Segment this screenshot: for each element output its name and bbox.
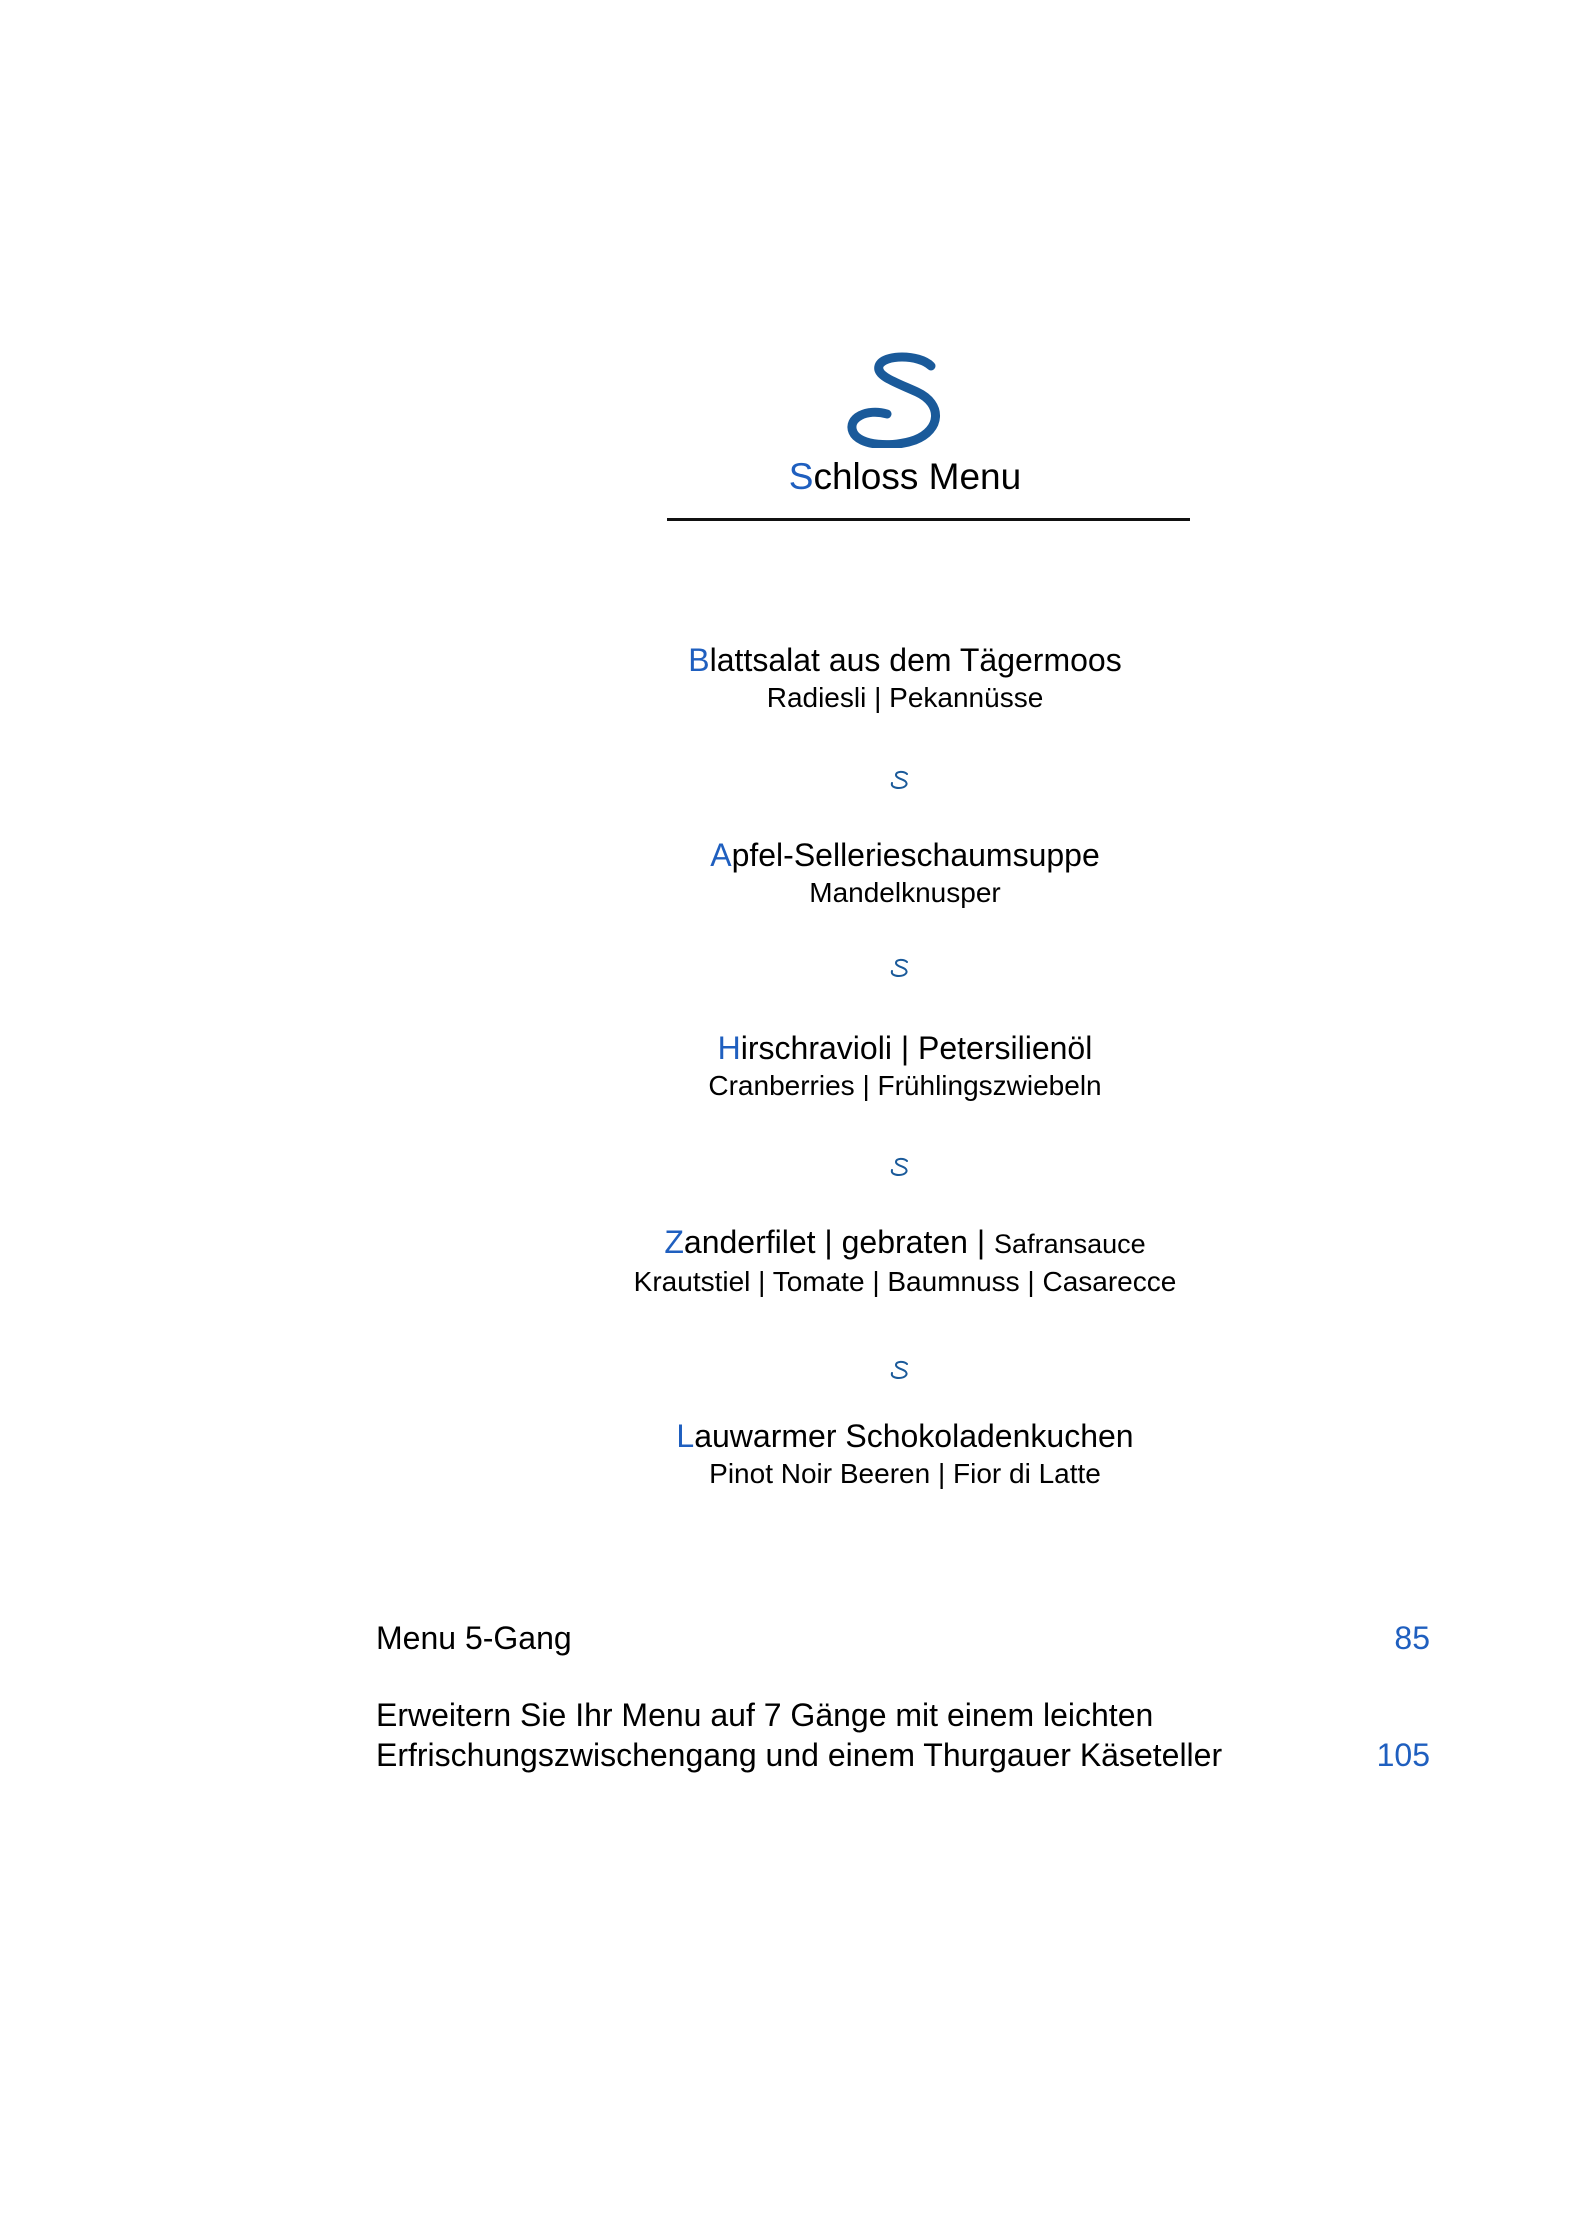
course-sauce: Safransauce (994, 1229, 1146, 1259)
description-line: Erfrischungszwischengang und einem Thurgauer Käseteller (376, 1737, 1223, 1773)
page-title (0, 454, 1570, 500)
price-row-7-gang (376, 1695, 1430, 1775)
course-initial: A (710, 837, 732, 873)
small-s-ornament-icon (888, 1157, 912, 1177)
course-subtitle: Krautstiel | Tomate | Baumnuss | Casarecce (633, 1266, 1177, 1297)
price-description (376, 1695, 1222, 1775)
price-row-5-gang (376, 1618, 1430, 1658)
price-label: Menu 5-Gang (376, 1620, 572, 1656)
title-text: chloss Menu (813, 456, 1022, 497)
course-4 (0, 1222, 1570, 1300)
course-title (0, 835, 1570, 875)
small-s-ornament-icon (888, 1360, 912, 1380)
price-value: 85 (1394, 1620, 1430, 1656)
small-s-ornament-icon (888, 770, 912, 790)
course-subtitle: Mandelknusper (809, 877, 1001, 908)
course-name: anderfilet | gebraten | (683, 1224, 995, 1260)
course-title (0, 640, 1570, 680)
course-subtitle: Cranberries | Frühlingszwiebeln (708, 1070, 1102, 1101)
course-subtitle: Radiesli | Pekannüsse (766, 682, 1044, 713)
course-3 (0, 1028, 1570, 1104)
title-initial: S (788, 456, 814, 497)
course-title (0, 1416, 1570, 1456)
course-initial: Z (664, 1224, 684, 1260)
small-s-ornament-icon (888, 958, 912, 978)
course-initial: H (717, 1030, 741, 1066)
course-name: irschravioli | Petersilienöl (740, 1030, 1093, 1066)
course-2 (0, 835, 1570, 911)
course-initial: L (676, 1418, 695, 1454)
schloss-s-logo (843, 352, 949, 448)
description-line: Erweitern Sie Ihr Menu auf 7 Gänge mit einem leichten (376, 1697, 1154, 1733)
course-5 (0, 1416, 1570, 1492)
course-title (0, 1028, 1570, 1068)
header-divider (667, 518, 1190, 521)
course-subtitle: Pinot Noir Beeren | Fior di Latte (709, 1458, 1101, 1489)
course-1 (0, 640, 1570, 716)
course-name: pfel-Sellerieschaumsuppe (731, 837, 1100, 873)
course-name: auwarmer Schokoladenkuchen (694, 1418, 1134, 1454)
course-title (0, 1222, 1570, 1264)
course-name: lattsalat aus dem Tägermoos (709, 642, 1122, 678)
course-initial: B (688, 642, 710, 678)
price-value: 105 (1376, 1737, 1430, 1773)
